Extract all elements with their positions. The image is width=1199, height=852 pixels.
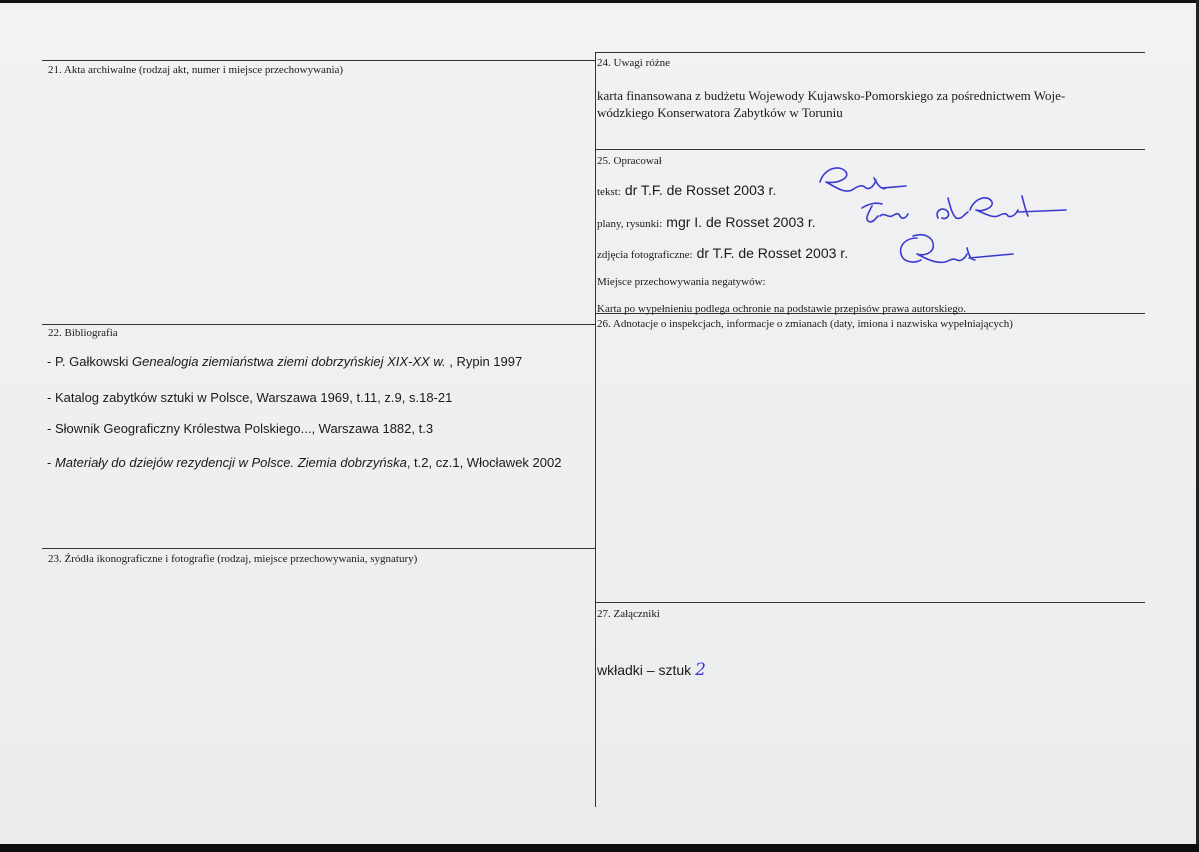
- signature-zdjecia: [895, 228, 1020, 272]
- zdjecia-row: [597, 245, 848, 263]
- scan-edge-top: [0, 0, 1199, 3]
- tekst-label: tekst:: [597, 186, 621, 198]
- section-24-text-2: wódzkiego Konserwatora Zabytków w Toruniu: [597, 105, 843, 120]
- section-22-label: 22. Bibliografia: [48, 327, 118, 339]
- bibliography-item: - Materiały do dziejów rezydencji w Polsce. Ziemia dobrzyńska, t.2, cz.1, Włocławek 2002: [47, 455, 562, 470]
- column-divider: [595, 52, 596, 807]
- rule-22-top: [42, 324, 595, 325]
- section-27-label: 27. Załączniki: [597, 608, 660, 620]
- section-23-label: 23. Źródła ikonograficzne i fotografie (rodzaj, miejsce przechowywania, sygnatury): [48, 553, 418, 565]
- rule-24-top: [595, 52, 1145, 53]
- bibliography-item: - P. Gałkowski Genealogia ziemiaństwa ziemi dobrzyńskiej XIX-XX w. , Rypin 1997: [47, 354, 523, 369]
- plany-value: mgr I. de Rosset 2003 r.: [666, 214, 816, 230]
- bibliography-item: - Katalog zabytków sztuki w Polsce, Warszawa 1969, t.11, z.9, s.18-21: [47, 390, 453, 405]
- bibliography-item: - Słownik Geograficzny Królestwa Polskiego..., Warszawa 1882, t.3: [47, 421, 434, 436]
- attachments-row: [597, 660, 706, 680]
- rule-27-top: [595, 602, 1145, 603]
- scan-edge-bottom: [0, 844, 1199, 852]
- tekst-row: [597, 182, 776, 200]
- rule-21-top: [42, 60, 595, 61]
- negatywy-label: Miejsce przechowywania negatywów:: [597, 276, 766, 288]
- attachments-count: 2: [695, 660, 706, 680]
- section-21-label: 21. Akta archiwalne (rodzaj akt, numer i miejsce przechowywania): [48, 64, 344, 76]
- zdjecia-value: dr T.F. de Rosset 2003 r.: [696, 245, 849, 261]
- tekst-value: dr T.F. de Rosset 2003 r.: [624, 182, 777, 198]
- section-24-text-1: karta finansowana z budżetu Wojewody Kujawsko-Pomorskiego za pośrednictwem Woje-: [597, 88, 1066, 103]
- zdjecia-label: zdjęcia fotograficzne:: [597, 249, 693, 261]
- section-26-label: 26. Adnotacje o inspekcjach, informacje o zmianach (daty, imiona i nazwiska wypełniających): [597, 318, 1013, 330]
- rule-25-top: [595, 149, 1145, 150]
- section-24-label: 24. Uwagi różne: [597, 57, 671, 69]
- attachments-value: wkładki – sztuk: [597, 662, 692, 678]
- plany-label: plany, rysunki:: [597, 218, 663, 230]
- copyright-note: Karta po wypełnieniu podlega ochronie na podstawie przepisów prawa autorskiego.: [597, 303, 966, 315]
- rule-23-top: [42, 548, 595, 549]
- section-25-label: 25. Opracował: [597, 155, 662, 167]
- plany-row: [597, 214, 816, 232]
